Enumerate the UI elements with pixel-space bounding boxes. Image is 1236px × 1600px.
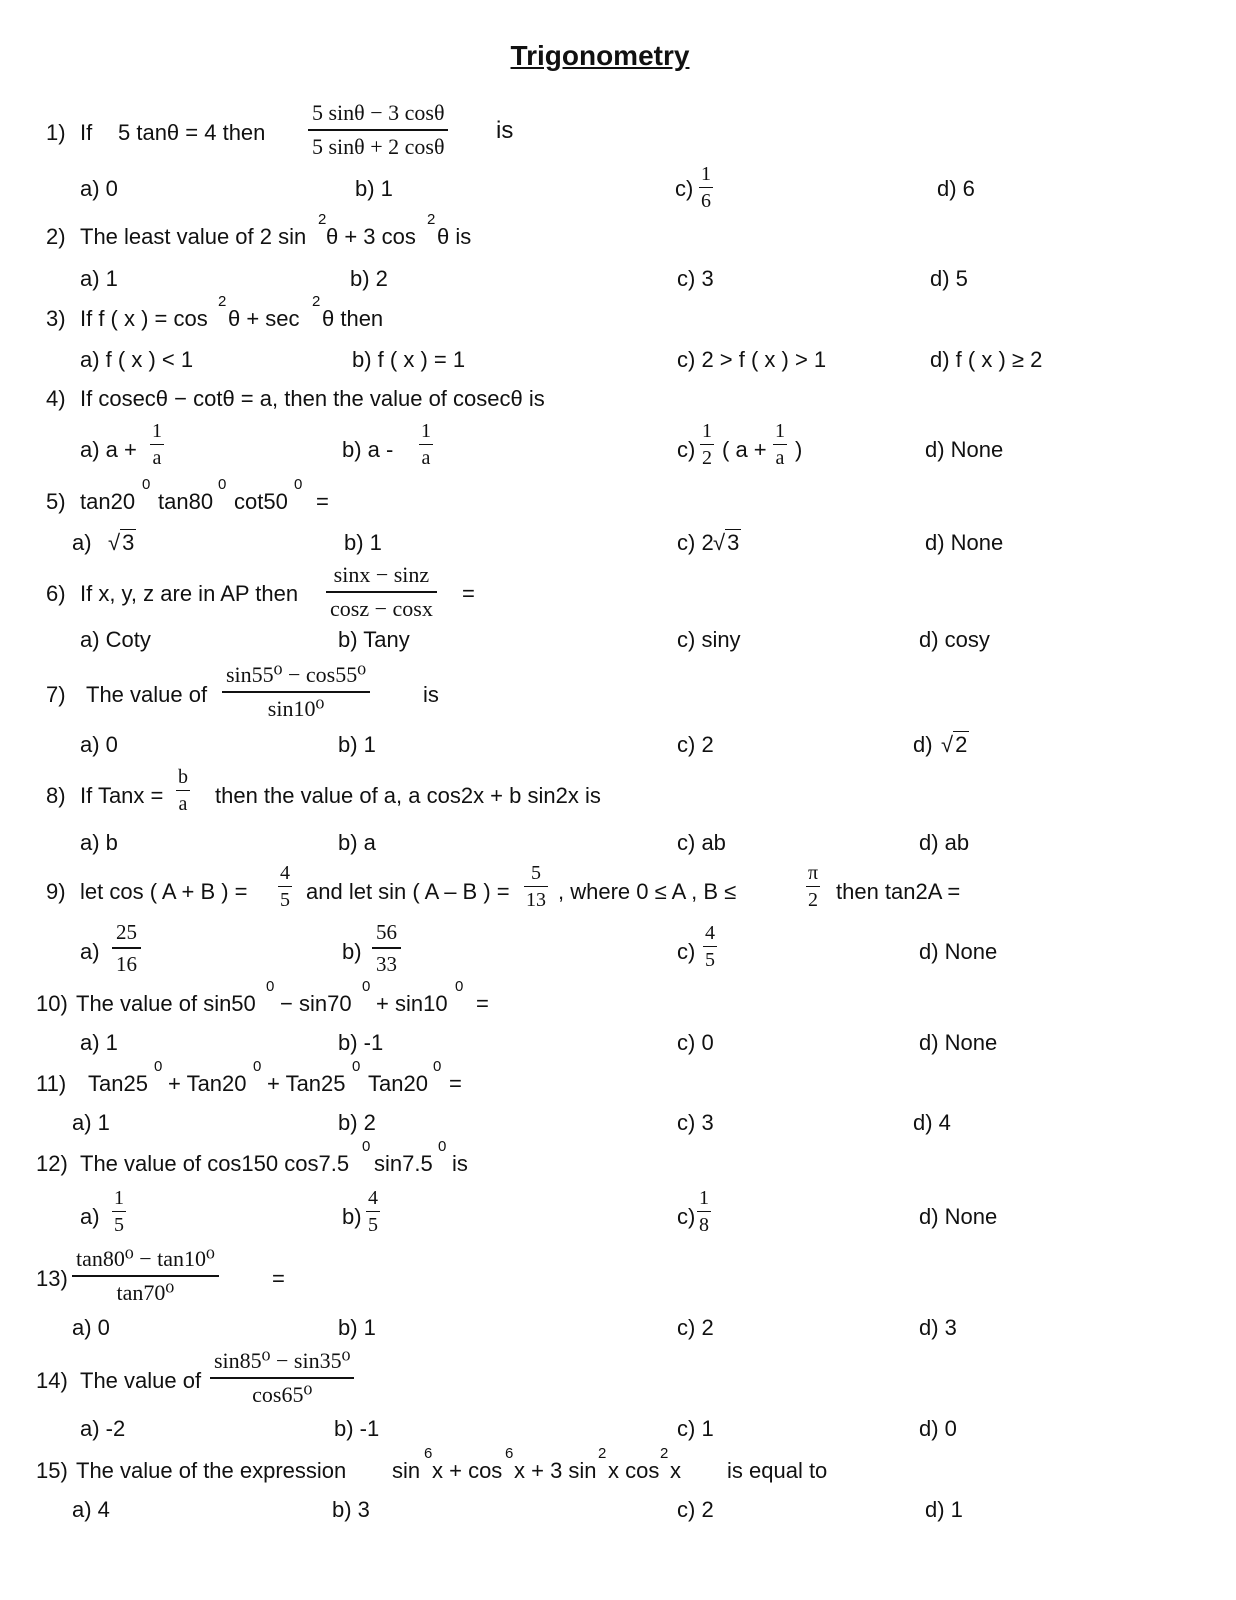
option-c[interactable]: c) (677, 939, 696, 964)
option-b[interactable]: b) (342, 939, 362, 964)
fraction: $\frac{\text{sin85⁰ − sin35⁰}}{\text{cos65⁰}}$ (210, 1348, 354, 1408)
question-text: If cosecθ − cotθ = a, then the value of cosecθ is (80, 386, 545, 411)
question-text: x + 3 sin (514, 1458, 597, 1483)
degree: 0 (362, 978, 371, 995)
option-c[interactable]: c) (675, 176, 694, 201)
fraction: $\frac{1}{a}$ (421, 420, 431, 469)
option-a[interactable]: a) (72, 530, 92, 555)
question-text: and let sin ( A – B ) = (306, 879, 510, 904)
question-text: = (272, 1266, 285, 1291)
option-b[interactable]: b) 2 (338, 1110, 376, 1135)
fraction: $\frac{\text{sin55⁰ − cos55⁰}}{\text{sin10⁰}}$ (222, 662, 370, 722)
option-d[interactable]: d) 4 (913, 1110, 951, 1135)
option-d[interactable]: d) ab (919, 830, 970, 855)
fraction: $\frac{4}{5}$ (368, 1187, 378, 1236)
fraction: $\frac{1}{2}$ (702, 420, 712, 469)
option-c[interactable]: c) (677, 1204, 696, 1229)
option-d[interactable]: d) 0 (919, 1416, 957, 1441)
option-b[interactable]: b) -1 (334, 1416, 380, 1441)
option-c[interactable]: c) 2 (677, 732, 714, 757)
question-number: 4) (46, 386, 66, 411)
option-b[interactable]: b) Tany (338, 627, 410, 652)
option-c-text: ( a + (722, 437, 767, 462)
question-number: 11) (36, 1071, 67, 1096)
option-c[interactable]: c) 1 (677, 1416, 714, 1441)
fraction: $\frac{1}{a}$ (775, 420, 785, 469)
question-number: 10) (36, 991, 68, 1016)
sqrt: √3 (713, 530, 740, 555)
question-text: The value of the expression (76, 1458, 347, 1483)
question-text: = (316, 489, 329, 514)
option-b[interactable]: b) (342, 1204, 362, 1229)
fraction: $\frac{5}{13}$ (526, 862, 546, 911)
fraction: $\frac{\text{tan80⁰ − tan10⁰}}{\text{tan70⁰}}$ (72, 1246, 219, 1306)
option-b[interactable]: b) 1 (344, 530, 382, 555)
question-text: θ + 3 cos (326, 224, 416, 249)
question-text: x (670, 1458, 681, 1483)
option-a[interactable]: a) 0 (72, 1315, 110, 1340)
degree: 0 (294, 476, 303, 493)
fraction: $\frac{\pi}{2}$ (808, 862, 819, 911)
question-number: 5) (46, 489, 66, 514)
question-text: + sin10 (376, 991, 448, 1016)
fraction: $\frac{b}{a}$ (178, 766, 188, 815)
question-number: 1) (46, 120, 66, 145)
option-c[interactable]: c) 2 (677, 530, 714, 555)
option-b[interactable]: b) 1 (338, 732, 376, 757)
question-text: If (80, 120, 93, 145)
question-text: is (452, 1151, 468, 1176)
question-text: = (462, 581, 475, 606)
question-text: cot50 (234, 489, 288, 514)
exponent: 2 (598, 1445, 607, 1462)
exponent: 6 (505, 1445, 514, 1462)
option-a[interactable]: a) (80, 1204, 100, 1229)
question-text: θ then (322, 306, 384, 331)
option-d[interactable]: d) None (919, 1030, 998, 1055)
option-a[interactable]: a) 0 (80, 176, 118, 201)
exponent: 6 (424, 1445, 433, 1462)
fraction: $\frac{25}{16}$ (112, 920, 141, 976)
fraction: $\frac{4}{5}$ (280, 862, 290, 911)
question-text: tan80 (158, 489, 214, 514)
sqrt: √2 (941, 732, 968, 757)
option-c-text: ) (795, 437, 803, 462)
degree: 0 (218, 476, 227, 493)
option-a[interactable]: a) 1 (72, 1110, 110, 1135)
option-a[interactable]: a) f ( x ) < 1 (80, 347, 194, 372)
question-text: then the value of a, a cos2x + b sin2x is (215, 783, 601, 808)
option-d[interactable]: d) None (919, 939, 998, 964)
question-text: If x, y, z are in AP then (80, 581, 299, 606)
degree: 0 (433, 1058, 442, 1075)
option-a[interactable]: a) 0 (80, 732, 118, 757)
question-text: let cos ( A + B ) = (80, 879, 248, 904)
option-c[interactable]: c) 2 (677, 1497, 714, 1522)
fraction: $\frac{5 \sin\theta - 3 \cos\theta}{5 \sin\theta + 2 \cos\theta}$ (308, 100, 448, 160)
option-c[interactable]: c) ab (677, 830, 726, 855)
question-number: 9) (46, 879, 66, 904)
exponent: 2 (318, 211, 327, 228)
question-text: θ + sec (228, 306, 300, 331)
option-c[interactable]: c) 3 (677, 266, 714, 291)
option-a[interactable]: a) b (80, 830, 118, 855)
option-c[interactable]: c) 2 (677, 1315, 714, 1340)
question-number: 13) (36, 1266, 68, 1291)
option-b[interactable]: b) 3 (332, 1497, 370, 1522)
option-b[interactable]: b) 1 (338, 1315, 376, 1340)
option-b[interactable]: b) 1 (355, 176, 393, 201)
fraction: $\frac{1}{6}$ (701, 163, 711, 212)
question-text: , where 0 ≤ A , B ≤ (558, 879, 737, 904)
question-text: The least value of 2 sin (80, 224, 307, 249)
option-c[interactable]: c) 2 > f ( x ) > 1 (677, 347, 827, 372)
option-b[interactable]: b) f ( x ) = 1 (352, 347, 466, 372)
option-c[interactable]: c) siny (677, 627, 741, 652)
exponent: 2 (218, 293, 227, 310)
option-c[interactable]: c) (677, 437, 696, 462)
question-text: The value of cos150 cos7.5 (80, 1151, 350, 1176)
option-d[interactable]: d) 1 (925, 1497, 963, 1522)
question-text: = (449, 1071, 462, 1096)
option-d[interactable]: d) 6 (937, 176, 975, 201)
question-number: 12) (36, 1151, 68, 1176)
fraction: $\frac{56}{33}$ (372, 920, 401, 976)
option-a[interactable]: a) Coty (80, 627, 151, 652)
option-b[interactable]: b) a (338, 830, 376, 855)
question-number: 7) (46, 682, 66, 707)
question-text: + Tan25 (267, 1071, 346, 1096)
degree: 0 (142, 476, 151, 493)
degree: 0 (352, 1058, 361, 1075)
option-d[interactable]: d) None (925, 530, 1004, 555)
fraction: $\frac{1}{8}$ (699, 1187, 709, 1236)
question-text: x + cos (432, 1458, 503, 1483)
question-number: 2) (46, 224, 66, 249)
question-text: The value of (86, 682, 208, 707)
option-d[interactable]: d) 3 (919, 1315, 957, 1340)
degree: 0 (362, 1138, 371, 1155)
option-d[interactable]: d) (913, 732, 933, 757)
question-text: is (496, 117, 514, 144)
question-text: If f ( x ) = cos (80, 306, 208, 331)
question-text: x cos (608, 1458, 660, 1483)
question-text: is (423, 682, 439, 707)
question-text: then tan2A = (836, 879, 961, 904)
degree: 0 (266, 978, 275, 995)
question-text: Tan25 (88, 1071, 148, 1096)
option-a[interactable]: a) (80, 939, 100, 964)
page-title: Trigonometry (510, 40, 690, 71)
question-text: Tan20 (368, 1071, 428, 1096)
question-text: θ is (437, 224, 472, 249)
option-c[interactable]: c) 0 (677, 1030, 714, 1055)
question-text: = (476, 991, 489, 1016)
option-a[interactable]: a) 4 (72, 1497, 110, 1522)
question-number: 14) (36, 1368, 68, 1393)
sqrt: √3 (108, 530, 135, 555)
degree: 0 (455, 978, 464, 995)
exponent: 2 (427, 211, 436, 228)
fraction: $\frac{1}{5}$ (114, 1187, 124, 1236)
fraction: $\frac{\sin x - \sin z}{\cos z - \cos x}$ (326, 562, 437, 622)
option-a[interactable]: a) -2 (80, 1416, 126, 1441)
question-text: − sin70 (280, 991, 352, 1016)
question-text: If Tanx = (80, 783, 164, 808)
question-number: 8) (46, 783, 66, 808)
option-d[interactable]: d) None (919, 1204, 998, 1229)
degree: 0 (154, 1058, 163, 1075)
exponent: 2 (312, 293, 321, 310)
question-text: sin7.5 (374, 1151, 433, 1176)
exponent: 2 (660, 1445, 669, 1462)
question-text: + Tan20 (168, 1071, 247, 1096)
option-a[interactable]: a) 1 (80, 1030, 118, 1055)
option-a[interactable]: a) a + (80, 437, 137, 462)
question-text: 5 tanθ = 4 then (118, 120, 266, 145)
option-c[interactable]: c) 3 (677, 1110, 714, 1135)
question-text: The value of (80, 1368, 202, 1393)
option-b[interactable]: b) a - (342, 437, 394, 462)
option-b[interactable]: b) -1 (338, 1030, 384, 1055)
question-text: tan20 (80, 489, 136, 514)
question-text: sin (392, 1458, 421, 1483)
option-d[interactable]: d) f ( x ) ≥ 2 (930, 347, 1043, 372)
question-number: 15) (36, 1458, 68, 1483)
option-b[interactable]: b) 2 (350, 266, 388, 291)
option-d[interactable]: d) None (925, 437, 1004, 462)
question-number: 6) (46, 581, 66, 606)
question-text: is equal to (727, 1458, 828, 1483)
degree: 0 (253, 1058, 262, 1075)
question-text: The value of sin50 (76, 991, 256, 1016)
fraction: $\frac{4}{5}$ (705, 922, 715, 971)
option-d[interactable]: d) 5 (930, 266, 968, 291)
option-a[interactable]: a) 1 (80, 266, 118, 291)
fraction: $\frac{1}{a}$ (152, 420, 162, 469)
option-d[interactable]: d) cosy (919, 627, 990, 652)
degree: 0 (438, 1138, 447, 1155)
question-number: 3) (46, 306, 66, 331)
